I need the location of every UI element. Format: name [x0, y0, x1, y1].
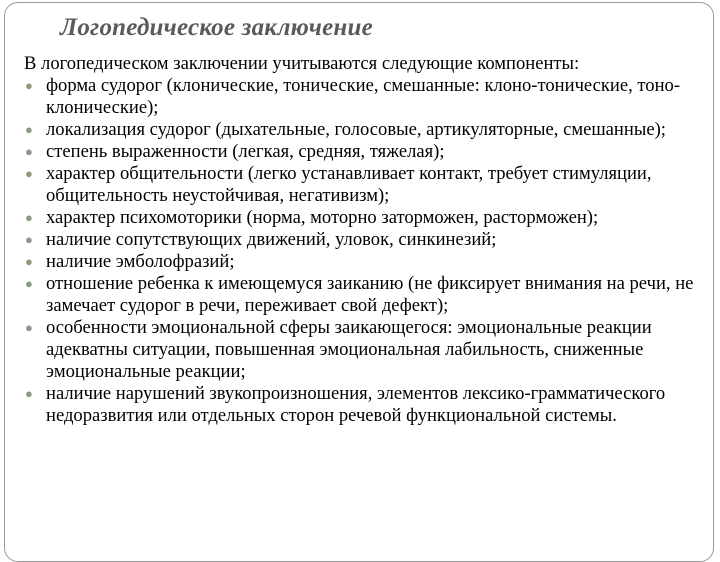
list-item-text: характер общительности (легко устанавливает контакт, требует стимуляции, общительность неустойчивая, негативизм);: [46, 163, 652, 206]
component-list: [24, 75, 700, 427]
list-item-text: степень выраженности (легкая, средняя, тяжелая);: [46, 141, 445, 162]
bullet-icon: ●: [25, 166, 33, 181]
list-item: [24, 141, 700, 163]
list-item-text: особенности эмоциональной сферы заикающегося: эмоциональные реакции адекватны ситуации, повышенная эмоциональная лабильность, сниженные эмоциональные реакции;: [46, 317, 652, 382]
list-item: [24, 207, 700, 229]
list-item-text: локализация судорог (дыхательные, голосовые, артикуляторные, смешанные);: [46, 119, 666, 140]
list-item-text: наличие нарушений звукопроизношения, элементов лексико-грамматического недоразвития или отдельных сторон речевой функциональной системы.: [46, 383, 666, 426]
list-item: [24, 317, 700, 383]
intro-text: В логопедическом заключении учитываются следующие компоненты:: [24, 53, 580, 74]
list-item-text: наличие сопутствующих движений, уловок, синкинезий;: [46, 229, 497, 250]
slide-title: Логопедическое заключение: [60, 14, 373, 41]
list-item-text: отношение ребенка к имеющемуся заиканию (не фиксирует внимания на речи, не замечает судорог в речи, переживает свой дефект);: [46, 273, 694, 316]
list-item: [24, 119, 700, 141]
bullet-icon: ●: [25, 144, 33, 159]
list-item: [24, 251, 700, 273]
bullet-icon: ●: [25, 386, 33, 401]
bullet-icon: ●: [25, 210, 33, 225]
list-item: [24, 75, 700, 119]
bullet-icon: ●: [25, 320, 33, 335]
bullet-icon: ●: [25, 254, 33, 269]
bullet-icon: ●: [25, 122, 33, 137]
list-item: [24, 383, 700, 427]
slide-content: [24, 53, 700, 427]
list-item-text: наличие эмболофразий;: [46, 251, 235, 272]
bullet-icon: ●: [25, 78, 33, 93]
list-item-text: форма судорог (клонические, тонические, смешанные: клоно-тонические, тоно-клонические);: [46, 75, 681, 118]
list-item: [24, 229, 700, 251]
list-item: [24, 163, 700, 207]
list-item: [24, 273, 700, 317]
list-item-text: характер психомоторики (норма, моторно заторможен, расторможен);: [46, 207, 599, 228]
bullet-icon: ●: [25, 232, 33, 247]
bullet-icon: ●: [25, 276, 33, 291]
